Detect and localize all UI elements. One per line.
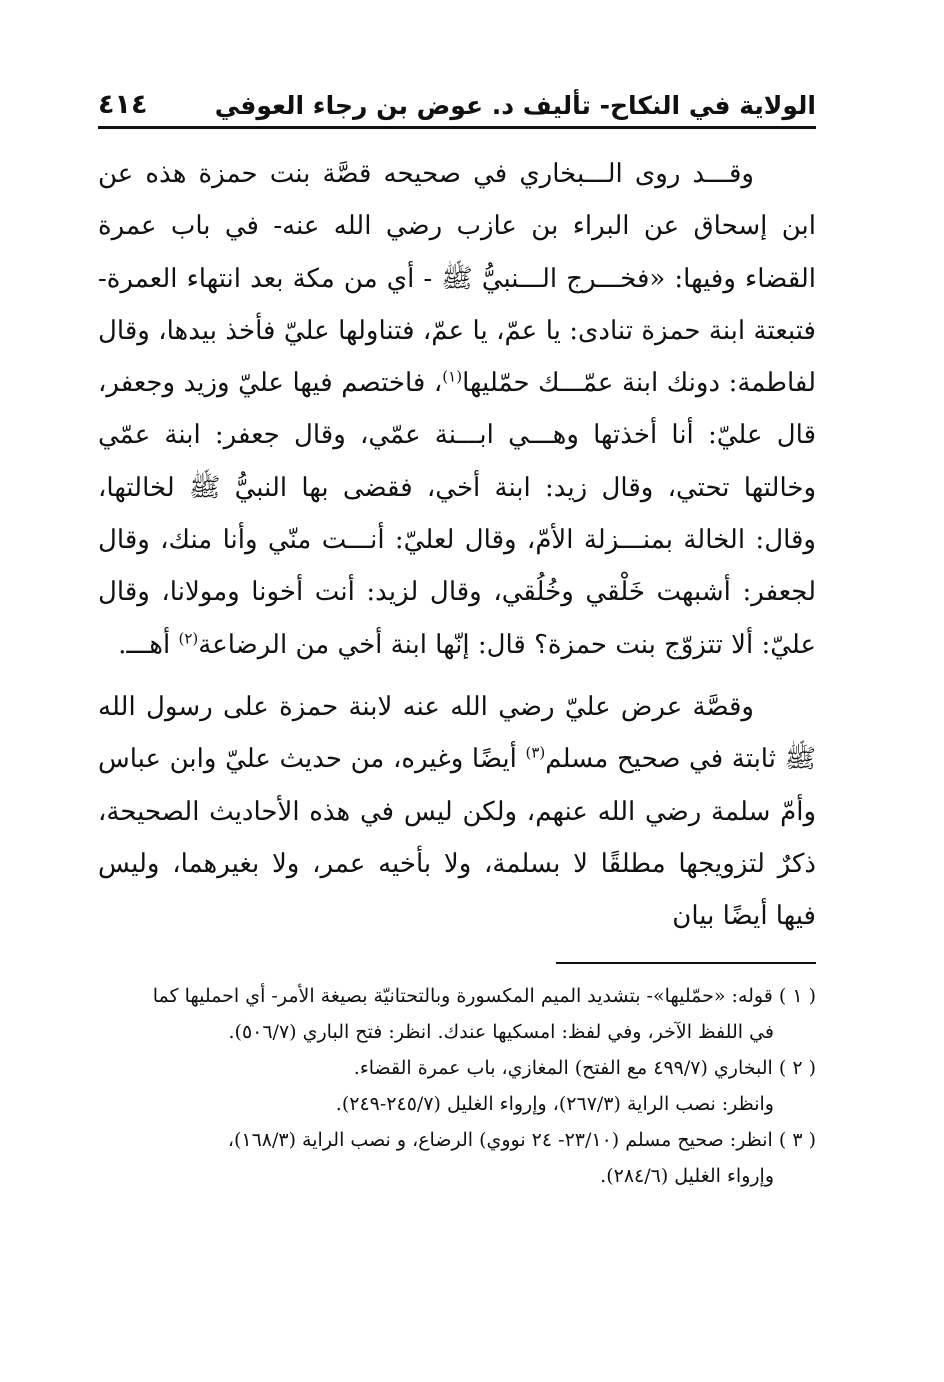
footnote-marker-2: (٢) [178,629,199,648]
footnote-3-line-1: ( ٣ ) انظر: صحيح مسلم (٢٣/١٠- ٢٤ نووي) الرضاع، و نصب الراية (١٦٨/٣)، [227,1129,816,1151]
paragraph-2-text-b: أيضًا وغيره، من حديث عليّ وابن عباس وأمّ سلمة رضي الله عنهم، ولكن ليس في هذه الأحاديث الصحيحة، ذكرٌ لتزويجها مطلقًا لا بسلمة، ولا بأخيه عمر، ولا بغيرهما، وليس فيها أيضًا بيان [98,744,816,932]
page-header [98,82,816,129]
footnote-marker-3: (٣) [525,743,546,762]
page-number: ٤١٤ [98,89,148,120]
paragraph-1-text-b: ، فاختصم فيها عليّ وزيد وجعفر، قال عليّ: أنا أخذتها وهـــي ابـــنة عمّي، وقال جعفر: ابنة عمّي وخالتها تحتي، وقال زيد: ابنة أخي، فقضى بها النبيُّ ﷺ لخالتها، وقال: الخالة بمنـــزلة الأمّ، وقال لعليّ: أنـــت منّي وأنا منك، وقال لجعفر: أشبهت خَلْقي وخُلُقي، وقال لزيد: أنت أخونا ومولانا، وقال عليّ: ألا تتزوّج بنت حمزة؟ قال: إنّها ابنة أخي من الرضاعة [98,368,816,660]
footnote-3-line-2: وإرواء الغليل (٢٨٤/٦). [600,1165,774,1187]
footnote-2-line-1: ( ٢ ) البخاري (٤٩٩/٧ مع الفتح) المغازي، باب عمرة القضاء. [353,1057,816,1079]
footnotes [98,978,816,1194]
footnote-marker-1: (١) [442,367,463,386]
footnote-1-line-1: ( ١ ) قوله: «حمّليها»- بتشديد الميم المكسورة وبالتحتانيّة بصيغة الأمر- أي احمليها كما [152,985,816,1007]
footnote-2-line-2: وانظر: نصب الراية (٢٦٧/٣)، وإرواء الغليل (٢٤٥/٧-٢٤٩). [335,1093,774,1115]
footnote-separator [556,962,816,964]
footnote-1-line-2: في اللفظ الآخر، وفي لفظ: امسكيها عندك. انظر: فتح الباري (٥٠٦/٧). [228,1021,774,1043]
paragraph-1-text-c: أهـــ. [118,629,179,660]
main-text [98,148,816,942]
running-title: الولاية في النكاح- تأليف د. عوض بن رجاء العوفي [214,91,816,120]
paragraph-2 [98,681,816,942]
paragraph-1-text-a: وقـــد روى الـــبخاري في صحيحه قصَّة بنت حمزة هذه عن ابن إسحاق عن البراء بن عازب رضي الله عنه- في باب عمرة القضاء وفيها: «فخـــرج الـــنبيُّ ﷺ - أي من مكة بعد انتهاء العمرة- فتبعتة ابنة حمزة تنادى: يا عمّ، يا عمّ، فتناولها عليّ فأخذ بيدها، وقال لفاطمة: دونك ابنة عمّـــك حمّليها [98,159,816,399]
paragraph-2-text-a: وقصَّة عرض عليّ رضي الله عنه لابنة حمزة على رسول الله ﷺ ثابتة في صحيح مسلم [98,691,816,775]
paragraph-1 [98,148,816,671]
